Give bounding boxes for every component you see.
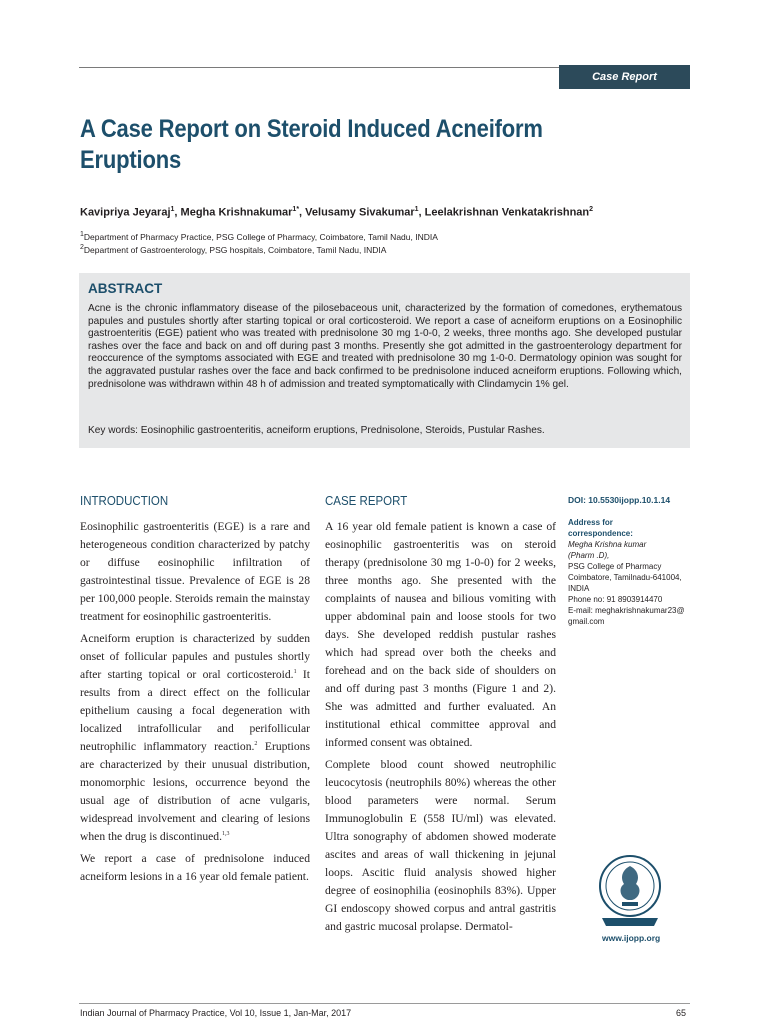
case-report-paragraph: Complete blood count showed neutrophilic leucocytosis (neutrophils 80%) whereas the other blood parameters were normal. Serum Immunoglobulin E (558 IU/ml) was elevated. Ultra sonography of abdomen showed moderate ascites and areas of wall thickening in jejunal loops. Ascitic fluid analysis showed higher degree of eosinophilia (eosinophils 83%). Upper GI endoscopy showed corpus and antral gastritis and gastric mucosal prolapse. Dermatol- [325, 758, 556, 933]
journal-seal-logo [598, 848, 662, 932]
correspondence-line: INDIA [568, 584, 590, 593]
footer-rule [79, 1003, 690, 1004]
case-report-column [325, 518, 556, 940]
abstract-text: Acne is the chronic inflammatory disease of the pilosebaceous unit, characterized by the formation of comedones, erythematous papules and pustules shortly after starting topical or oral corticosteroid. We report a case of acneiform eruptions on a Eosinophilic gastroenteritis (EGE) patient who was treated with prednisolone 30 mg 1-0-0, 2 weeks, three months ago. She developed pustular rashes over the face and back on and off during past 3 months. Presently she got admitted in the gastroenterology department for reoccurence of the symptoms associated with EGE and treated with prednisolone 30 mg 1-0-0. Dermatology opinion was sought for the aggravated pustular rashes over the face and back confirmed to be prednisolone induced acneiform eruptions. Following which, prednisolone was withdrawn within 48 h of admission and treated symptomatically with Clindamycin 1% gel. [88, 303, 682, 390]
footer-journal: Indian Journal of Pharmacy Practice, Vol 10, Issue 1, Jan-Mar, 2017 [80, 1008, 352, 1018]
introduction-column [80, 518, 310, 890]
author-name: Megha Krishnakumar [180, 206, 293, 219]
journal-url: www.ijopp.org [602, 933, 661, 943]
author-list: Kavipriya Jeyaraj$^1$, Megha Krishnakumar$^{1*}$, Velusamy Sivakumar$^1$, Leelakrishnan Venkatakrishnan$^2$ [80, 206, 594, 219]
correspondence-line: Coimbatore, Tamilnadu-641004, [568, 573, 682, 582]
correspondence-line: E-mail: meghakrishnakumar23@ [568, 606, 685, 615]
correspondence-details [568, 539, 693, 627]
affiliation-1 [80, 231, 700, 242]
affiliation-sup: 1 [80, 231, 84, 238]
author-name: Velusamy Sivakumar [305, 206, 415, 219]
author-name: Kavipriya Jeyaraj [80, 206, 171, 219]
correspondence-line: Phone no: 91 8903914470 [568, 595, 663, 604]
citation: 1 [293, 669, 297, 676]
introduction-paragraph: Eosinophilic gastroenteritis (EGE) is a rare and heterogeneous condition characterized by patchy or diffuse eosinophilic infiltration of gastrointestinal tissue. Prevalence of EGE is 28 per 100,000 people. Steroids remain the mainstay treatment for eosinophilic gastroenteritis. [80, 520, 310, 623]
correspondence-line: (Pharm .D), [568, 551, 610, 560]
introduction-paragraph: Acneiform eruption is characterized by sudden onset of follicular papules and pustules shortly after starting topical or oral corticosteroid.$^1$ It results from a direct effect on the follicular epithelium causing a focal degeneration with localized intrafollicular and perifollicular neutrophilic inflammatory reaction.$^2$ Eruptions are characterized by their unusual distribution, monomorphic lesions, occurrence beyond the usual age of distribution of acne vulgaris, widespread involvement and clearing of lesions when the drug is discontinued.$^{1,3}$ [80, 632, 311, 843]
author-name: Leelakrishnan Venkatakrishnan [424, 206, 590, 219]
page-number: 65 [676, 1008, 687, 1018]
article-type-tag: Case Report [559, 65, 690, 89]
affiliation-sup: 2 [80, 244, 84, 251]
correspondence-line: Megha Krishna kumar [568, 540, 647, 549]
case-report-paragraph: A 16 year old female patient is known a case of eosinophilic gastroenteritis was on steroid therapy (prednisolone 30 mg 1-0-0) for 2 weeks, three months ago. She presented with the complaints of nausea and bilious vomiting with upper abdominal pain and loose stools for two days. She developed reddish pustular rashes which had spread over both the cheeks and forehead and on the back side of shoulders on and off during past 3 months (Figure 1 and 2). She was admitted and further evaluated. An institutional ethical committee approval and informed consent was obtained. [325, 520, 556, 749]
citation: 2 [254, 741, 258, 748]
case-report-heading: CASE REPORT [325, 494, 408, 508]
abstract-heading: ABSTRACT [88, 281, 163, 296]
keywords: Key words: Eosinophilic gastroenteritis, acneiform eruptions, Prednisolone, Steroids, Pustular Rashes. [88, 425, 545, 436]
author-sup: 1* [292, 206, 300, 213]
introduction-heading: INTRODUCTION [80, 494, 169, 508]
doi: DOI: 10.5530ijopp.10.1.14 [568, 495, 671, 505]
author-sup: 1 [414, 206, 419, 213]
author-sup: 1 [170, 206, 175, 213]
affiliation-text: Department of Gastroenterology, PSG hospitals, Coimbatore, Tamil Nadu, INDIA [83, 244, 387, 255]
affiliation-2 [80, 244, 700, 255]
introduction-paragraph: We report a case of prednisolone induced acneiform lesions in a 16 year old female patient. [80, 852, 310, 883]
correspondence-line: PSG College of Pharmacy [568, 562, 662, 571]
affiliation-text: Department of Pharmacy Practice, PSG College of Pharmacy, Coimbatore, Tamil Nadu, INDIA [83, 231, 438, 242]
correspondence-line: gmail.com [568, 617, 605, 626]
article-title: A Case Report on Steroid Induced Acneiform Eruptions [80, 115, 543, 174]
correspondence-heading: Address for correspondence: [568, 518, 633, 538]
citation: 1,3 [222, 831, 230, 838]
author-sup: 2 [589, 206, 594, 213]
